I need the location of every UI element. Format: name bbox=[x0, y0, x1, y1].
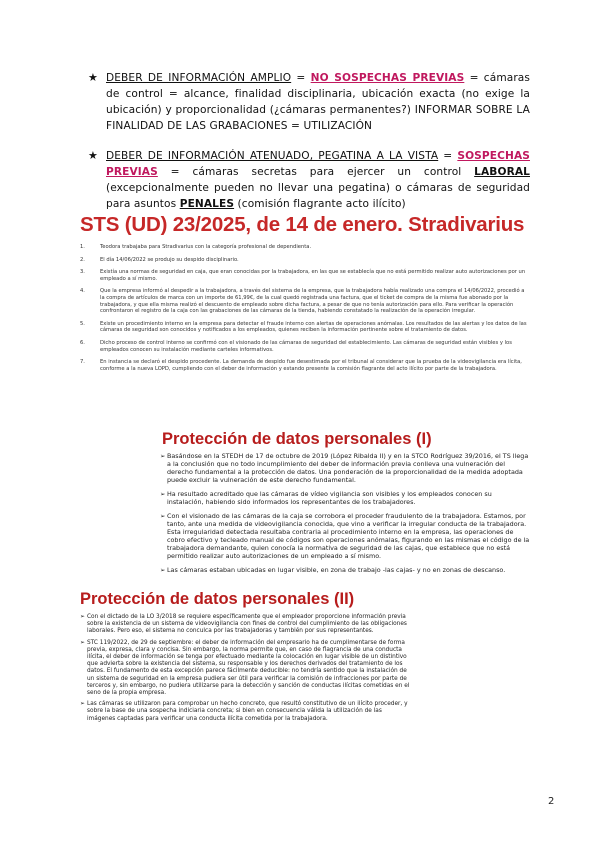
item-number: 6. bbox=[80, 339, 85, 346]
slide-paragraph bbox=[80, 614, 410, 636]
info-duty-bullets bbox=[88, 70, 530, 226]
list-item bbox=[80, 359, 530, 372]
paragraph-text: Basándose en la STEDH de 17 de octubre de 2019 (López Ribalda II) y en la STCO Rodríguez 39/2016, el TS llega a la conclusión que no todo incumplimiento del deber de información previa conlleva una vulneración del derecho fundamental a la protección de datos. Una ponderación de la proporcionalidad de la medida adoptada puede excluir la vulneración de este derecho fundamental. bbox=[167, 452, 529, 484]
page-number: 2 bbox=[548, 796, 555, 807]
arrow-bullet-icon: ➢ bbox=[80, 639, 85, 646]
arrow-bullet-icon: ➢ bbox=[80, 701, 85, 708]
arrow-bullet-icon: ➢ bbox=[80, 614, 85, 620]
bullet-text bbox=[106, 70, 530, 134]
bullet-body: = cámaras secretas para ejercer un control bbox=[157, 166, 475, 178]
bullet-highlight: SOSPECHAS PREVIAS bbox=[106, 150, 530, 178]
star-bullet-icon: ★ bbox=[88, 71, 98, 84]
slide1-body bbox=[160, 452, 530, 580]
slide1-title: Protección de datos personales (I) bbox=[162, 430, 432, 448]
bullet-separator: = bbox=[438, 150, 458, 162]
paragraph-text: Las cámaras estaban ubicadas en lugar visible, en zona de trabajo -las cajas- y no en zonas de descanso. bbox=[167, 566, 506, 574]
bullet-highlight: NO SOSPECHAS PREVIAS bbox=[310, 72, 465, 84]
item-text: Existe un procedimiento interno en la empresa para detectar el fraude interno con alertas de operaciones anómalas. Los resultados de las alertas y los datos de las cámaras de seguridad son conocidos y notificados a los empleados, quienes reciben la información pertinente sobre el tratamiento de datos. bbox=[100, 320, 527, 334]
bullet-body: = cámaras de control = alcance, finalidad disciplinaria, ubicación exacta (no exige la ubicación) y proporcionalidad (¿cámaras permanentes?) INFORMAR SOBRE LA FINALIDAD DE LAS GRABACIONES = UTILIZACIÓN bbox=[106, 72, 530, 132]
slide-paragraph bbox=[160, 452, 530, 484]
slide2-title: Protección de datos personales (II) bbox=[80, 590, 355, 608]
list-item bbox=[80, 340, 530, 353]
slide-paragraph bbox=[80, 701, 410, 723]
item-number: 1. bbox=[80, 244, 85, 250]
list-item bbox=[80, 244, 530, 251]
bullet-item bbox=[88, 70, 530, 134]
bullet-body: (comisión flagrante acto ilícito) bbox=[234, 198, 406, 210]
item-number: 5. bbox=[80, 320, 85, 327]
item-text: Existía una normas de seguridad en caja, que eran conocidas por la trabajadora, en las que se establecía que no está permitido realizar auto autorizaciones por un empleado a sí mismo. bbox=[100, 269, 526, 282]
arrow-bullet-icon: ➢ bbox=[160, 566, 166, 574]
bullet-heading: DEBER DE INFORMACIÓN ATENUADO, PEGATINA A LA VISTA bbox=[106, 150, 439, 162]
item-text: En instancia se declaró el despido procedente. La demanda de despido fue desestimada por el tribunal al considerar que la prueba de la videovigilancia era lícita, conforme a la nueva LOPD, cumpliendo con el deber de información y estando presente la comisión flagrante del acto ilícito por parte de la trabajadora. bbox=[100, 359, 522, 372]
slide-paragraph bbox=[160, 566, 530, 574]
item-number: 2. bbox=[80, 256, 85, 263]
paragraph-text: Ha resultado acreditado que las cámaras de vídeo vigilancia son visibles y los empleados conocen su instalación, habiendo sido informados los representantes de los trabajadores. bbox=[167, 490, 492, 506]
paragraph-text: Con el dictado de la LO 3/2018 se requiere específicamente que el empleador proporcione información previa sobre la existencia de un sistema de videovigilancia con fines de control del cumplimiento de las obligaciones laborales. Pero eso, el sistema no conculca por las trabajadoras y también por sus representantes. bbox=[87, 614, 407, 635]
paragraph-text: Con el visionado de las cámaras de la caja se corrobora el proceder fraudulento de la trabajadora. Estamos, por tanto, ante una medida de videovigilancia conocida, que vino a verificar la irregular conducta de la trabajadora. Esta irregularidad detectada resultaba contraria al procedimiento interno en la empresa, las operaciones de cobro efectivo y tecleado manual de códigos son operaciones anómalas, figurando en las mismas el código de la trabajadora demandante, quien conocía la normativa de seguridad de las cajas, que establece que no está permitido realizar auto autorizaciones de un empleado a sí mismo. bbox=[167, 512, 530, 560]
arrow-bullet-icon: ➢ bbox=[160, 490, 166, 498]
item-text: Teodora trabajaba para Stradivarius con la categoría profesional de dependienta. bbox=[100, 244, 312, 250]
list-item bbox=[80, 257, 530, 264]
item-number: 7. bbox=[80, 359, 85, 366]
slide-paragraph bbox=[160, 490, 530, 506]
sts-title: STS (UD) 23/2025, de 14 de enero. Stradivarius bbox=[80, 213, 525, 236]
item-text: El día 14/06/2022 se produjo su despido disciplinario. bbox=[100, 256, 239, 263]
bullet-emphasis: PENALES bbox=[179, 198, 235, 210]
bullet-text bbox=[106, 148, 530, 212]
star-bullet-icon: ★ bbox=[88, 149, 98, 162]
paragraph-text: Las cámaras se utilizaron para comprobar un hecho concreto, que resultó constitutivo de un ilícito proceder, y sobre la base de una sospecha indiciaria concreta; si bien en consecuencia válida la utilización de las imágenes captadas para verificar una conducta ilícita cometida por la trabajadora. bbox=[87, 701, 408, 722]
list-item bbox=[80, 269, 530, 282]
bullet-body: (excepcionalmente pueden no llevar una pegatina) o cámaras de seguridad para asuntos bbox=[106, 182, 530, 210]
item-text: Dicho proceso de control interno se confirmó con el visionado de las cámaras de seguridad del establecimiento. Las cámaras de seguridad están visibles y los empleados conocen su instalación mediante carteles informativos. bbox=[100, 339, 512, 353]
slide2-body bbox=[80, 614, 410, 727]
paragraph-text: STC 119/2022, de 29 de septiembre: el deber de información del empresario ha de cumplimentarse de forma previa, expresa, clara y concisa. Sin embargo, la norma permite que, en caso de flagrancia de una conducta ilícita, el deber de información se tenga por efectuado mediante la colocación en lugar visible de un distintivo que advierta sobre la existencia del sistema, su responsable y los derechos derivados del tratamiento de los datos. El fundamento de esta excepción parece fácilmente deducible: no tendría sentido que la instalación de un sistema de seguridad en la empresa pudiera ser útil para verificar la comisión de infracciones por parte de terceros y, sin embargo, no pudiera utilizarse para la detección y sanción de conductas ilícitas cometidas en el seno de la propia empresa. bbox=[87, 639, 410, 697]
item-text: Que la empresa informó al despedir a la trabajadora, a través del sistema de la empresa, que la trabajadora había realizado una compra el 14/06/2022, procedió a la compra de artículos de marca con un importe de 61,99€, de la cual quedó registrada una factura, que el ticket de compra de la misma fue abonado por la trabajadora, y que ella misma realizó el descuento de empleado sobre dicha factura, a pesar de que no tenía autorización para ello. Para verificar la operación confrontaron el registro de la caja con las grabaciones de las cámaras de la tienda, habiendo constatado la realización de la operación irregular. bbox=[100, 288, 525, 315]
bullet-heading: DEBER DE INFORMACIÓN AMPLIO bbox=[106, 72, 292, 84]
bullet-emphasis: LABORAL bbox=[474, 166, 530, 178]
list-item bbox=[80, 321, 530, 334]
item-number: 3. bbox=[80, 269, 85, 276]
arrow-bullet-icon: ➢ bbox=[160, 512, 166, 520]
arrow-bullet-icon: ➢ bbox=[160, 452, 166, 460]
item-number: 4. bbox=[80, 288, 85, 295]
bullet-separator: = bbox=[291, 72, 311, 84]
slide-paragraph bbox=[80, 640, 410, 698]
slide-paragraph bbox=[160, 512, 530, 560]
list-item bbox=[80, 288, 530, 314]
bullet-item bbox=[88, 148, 530, 212]
sts-facts-list bbox=[80, 244, 530, 378]
